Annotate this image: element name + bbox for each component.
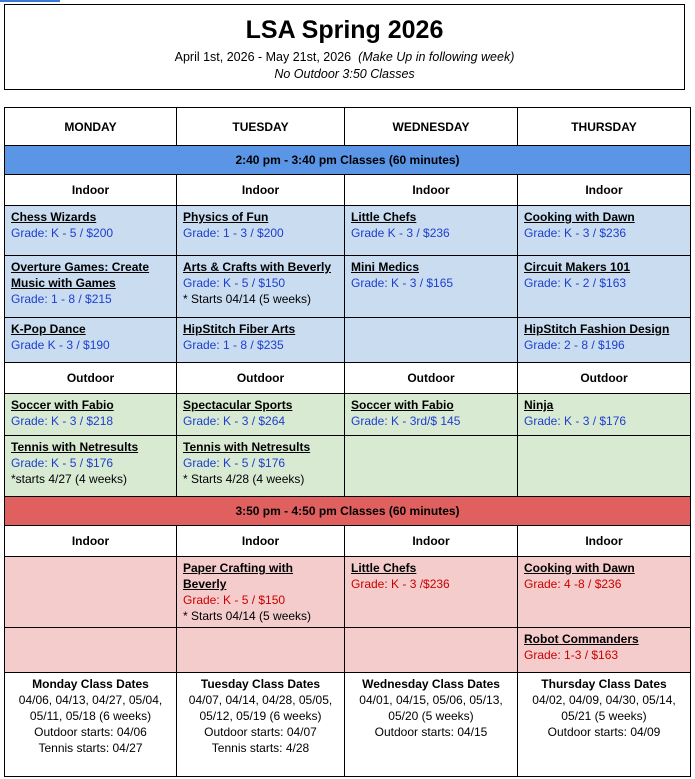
indoor-label-row [5, 175, 691, 206]
class-grade-price: Grade: 2 - 8 / $196 [524, 338, 625, 352]
class-cell [5, 318, 177, 363]
class-cell [518, 436, 691, 497]
class-cell [5, 206, 177, 256]
indoor-label: Indoor [345, 526, 518, 557]
outdoor-start-date: Outdoor starts: 04/06 [34, 725, 147, 739]
class-cell [5, 436, 177, 497]
page-title: LSA Spring 2026 [245, 16, 444, 44]
class-grade-price: Grade: K - 5 / $150 [183, 593, 286, 607]
class-dates-title: Tuesday Class Dates [200, 677, 321, 691]
class-dates-title: Wednesday Class Dates [362, 677, 500, 691]
outdoor-start-date: Outdoor starts: 04/07 [204, 725, 317, 739]
class-start-note: * Starts 4/28 (4 weeks) [183, 472, 305, 486]
outdoor-label: Outdoor [345, 363, 518, 394]
class-row [5, 206, 691, 256]
class-dates-list: 04/02, 04/09, 04/30, 05/14, 05/21 (5 weeks) [532, 693, 676, 723]
class-name: Cooking with Dawn [524, 561, 635, 575]
class-row [5, 628, 691, 673]
day-header-tuesday: TUESDAY [177, 108, 345, 146]
class-start-note: * Starts 04/14 (5 weeks) [183, 609, 312, 623]
indoor-label: Indoor [5, 175, 177, 206]
class-grade-price: Grade: K - 3 / $236 [524, 226, 627, 240]
class-row [5, 394, 691, 436]
class-grade-price: Grade K - 3 / $236 [351, 226, 450, 240]
class-cell [5, 557, 177, 628]
class-grade-price: Grade: K - 5 / $200 [11, 226, 114, 240]
class-cell [345, 256, 518, 318]
class-cell [345, 394, 518, 436]
outdoor-label: Outdoor [5, 363, 177, 394]
class-dates-cell [345, 673, 518, 777]
class-dates-title: Thursday Class Dates [541, 677, 667, 691]
class-name: Little Chefs [351, 210, 417, 224]
class-grade-price: Grade K - 3 / $190 [11, 338, 110, 352]
class-name: Mini Medics [351, 260, 420, 274]
class-grade-price: Grade: K - 3 /$236 [351, 577, 450, 591]
session2-band-row [5, 497, 691, 526]
class-name: Physics of Fun [183, 210, 269, 224]
class-cell [177, 206, 345, 256]
outdoor-label: Outdoor [518, 363, 691, 394]
class-name: Tennis with Netresults [11, 440, 139, 454]
class-dates-cell [5, 673, 177, 777]
outdoor-start-date: Outdoor starts: 04/09 [547, 725, 661, 739]
class-grade-price: Grade: K - 2 / $163 [524, 276, 627, 290]
class-name: Tennis with Netresults [183, 440, 311, 454]
class-cell [177, 436, 345, 497]
class-row [5, 557, 691, 628]
class-cell [518, 628, 691, 673]
class-cell [177, 318, 345, 363]
class-cell [345, 628, 518, 673]
class-dates-list: 04/01, 04/15, 05/06, 05/13, 05/20 (5 weeks) [359, 693, 503, 723]
class-dates-title: Monday Class Dates [32, 677, 149, 691]
class-grade-price: Grade: K - 5 / $176 [11, 456, 114, 470]
class-dates-list: 04/06, 04/13, 04/27, 05/04, 05/11, 05/18 (6 weeks) [18, 693, 163, 723]
class-cell [345, 557, 518, 628]
class-grade-price: Grade: K - 3 / $264 [183, 414, 286, 428]
date-range-line [5, 49, 684, 66]
class-name: Soccer with Fabio [11, 398, 114, 412]
class-start-note: * Starts 04/14 (5 weeks) [183, 292, 312, 306]
class-name: K-Pop Dance [11, 322, 86, 336]
date-range: April 1st, 2026 - May 21st, 2026 [174, 50, 352, 64]
indoor-label: Indoor [345, 175, 518, 206]
indoor-label-row [5, 526, 691, 557]
class-cell [177, 394, 345, 436]
top-accent-line [0, 0, 60, 2]
outdoor-label-row [5, 363, 691, 394]
class-dates-cell [177, 673, 345, 777]
class-name: Spectacular Sports [183, 398, 293, 412]
class-row [5, 318, 691, 363]
day-header-monday: MONDAY [5, 108, 177, 146]
class-cell [345, 206, 518, 256]
day-header-wednesday: WEDNESDAY [345, 108, 518, 146]
class-cell [345, 318, 518, 363]
class-name: Chess Wizards [11, 210, 97, 224]
class-cell [345, 436, 518, 497]
class-cell [177, 557, 345, 628]
class-dates-cell [518, 673, 691, 777]
session1-band: 2:40 pm - 3:40 pm Classes (60 minutes) [5, 146, 691, 175]
day-header-thursday: THURSDAY [518, 108, 691, 146]
indoor-label: Indoor [518, 175, 691, 206]
session2-band: 3:50 pm - 4:50 pm Classes (60 minutes) [5, 497, 691, 526]
class-grade-price: Grade: K - 3 / $165 [351, 276, 454, 290]
class-cell [5, 394, 177, 436]
class-cell [177, 256, 345, 318]
class-cell [5, 256, 177, 318]
class-name: Overture Games: Create Music with Games [11, 260, 150, 290]
class-name: Circuit Makers 101 [524, 260, 631, 274]
outdoor-note: No Outdoor 3:50 Classes [274, 67, 415, 81]
class-name: Little Chefs [351, 561, 417, 575]
class-start-note: *starts 4/27 (4 weeks) [11, 472, 128, 486]
indoor-label: Indoor [5, 526, 177, 557]
class-cell [518, 256, 691, 318]
class-name: Cooking with Dawn [524, 210, 635, 224]
class-grade-price: Grade: K - 3 / $218 [11, 414, 114, 428]
class-name: HipStitch Fiber Arts [183, 322, 296, 336]
indoor-label: Indoor [177, 175, 345, 206]
tennis-start-date: Tennis starts: 04/27 [38, 741, 143, 755]
class-grade-price: Grade: K - 3rd/$ 145 [351, 414, 461, 428]
class-cell [518, 557, 691, 628]
class-grade-price: Grade: 1-3 / $163 [524, 648, 619, 662]
session1-band-row [5, 146, 691, 175]
class-dates-row [5, 673, 691, 777]
class-name: HipStitch Fashion Design [524, 322, 670, 336]
class-cell [177, 628, 345, 673]
class-grade-price: Grade: K - 3 / $176 [524, 414, 627, 428]
class-cell [518, 394, 691, 436]
class-grade-price: Grade: 1 - 8 / $215 [11, 292, 112, 306]
class-grade-price: Grade: 1 - 3 / $200 [183, 226, 284, 240]
class-cell [518, 318, 691, 363]
class-grade-price: Grade: 1 - 8 / $235 [183, 338, 284, 352]
schedule-header [4, 4, 685, 90]
class-name: Robot Commanders [524, 632, 639, 646]
indoor-label: Indoor [518, 526, 691, 557]
indoor-label: Indoor [177, 526, 345, 557]
outdoor-note-line [5, 66, 684, 83]
outdoor-start-date: Outdoor starts: 04/15 [374, 725, 488, 739]
class-name: Paper Crafting with Beverly [183, 561, 294, 591]
class-grade-price: Grade: K - 5 / $150 [183, 276, 286, 290]
class-name: Soccer with Fabio [351, 398, 454, 412]
class-grade-price: Grade: 4 -8 / $236 [524, 577, 622, 591]
class-row [5, 436, 691, 497]
class-dates-list: 04/07, 04/14, 04/28, 05/05, 05/12, 05/19 (6 weeks) [188, 693, 333, 723]
class-cell [518, 206, 691, 256]
class-cell [5, 628, 177, 673]
class-name: Ninja [524, 398, 554, 412]
class-row [5, 256, 691, 318]
outdoor-label: Outdoor [177, 363, 345, 394]
makeup-note: (Make Up in following week) [358, 50, 515, 64]
day-header-row [5, 108, 691, 146]
tennis-start-date: Tennis starts: 4/28 [211, 741, 310, 755]
class-name: Arts & Crafts with Beverly [183, 260, 332, 274]
schedule-table [4, 107, 691, 777]
class-grade-price: Grade: K - 5 / $176 [183, 456, 286, 470]
